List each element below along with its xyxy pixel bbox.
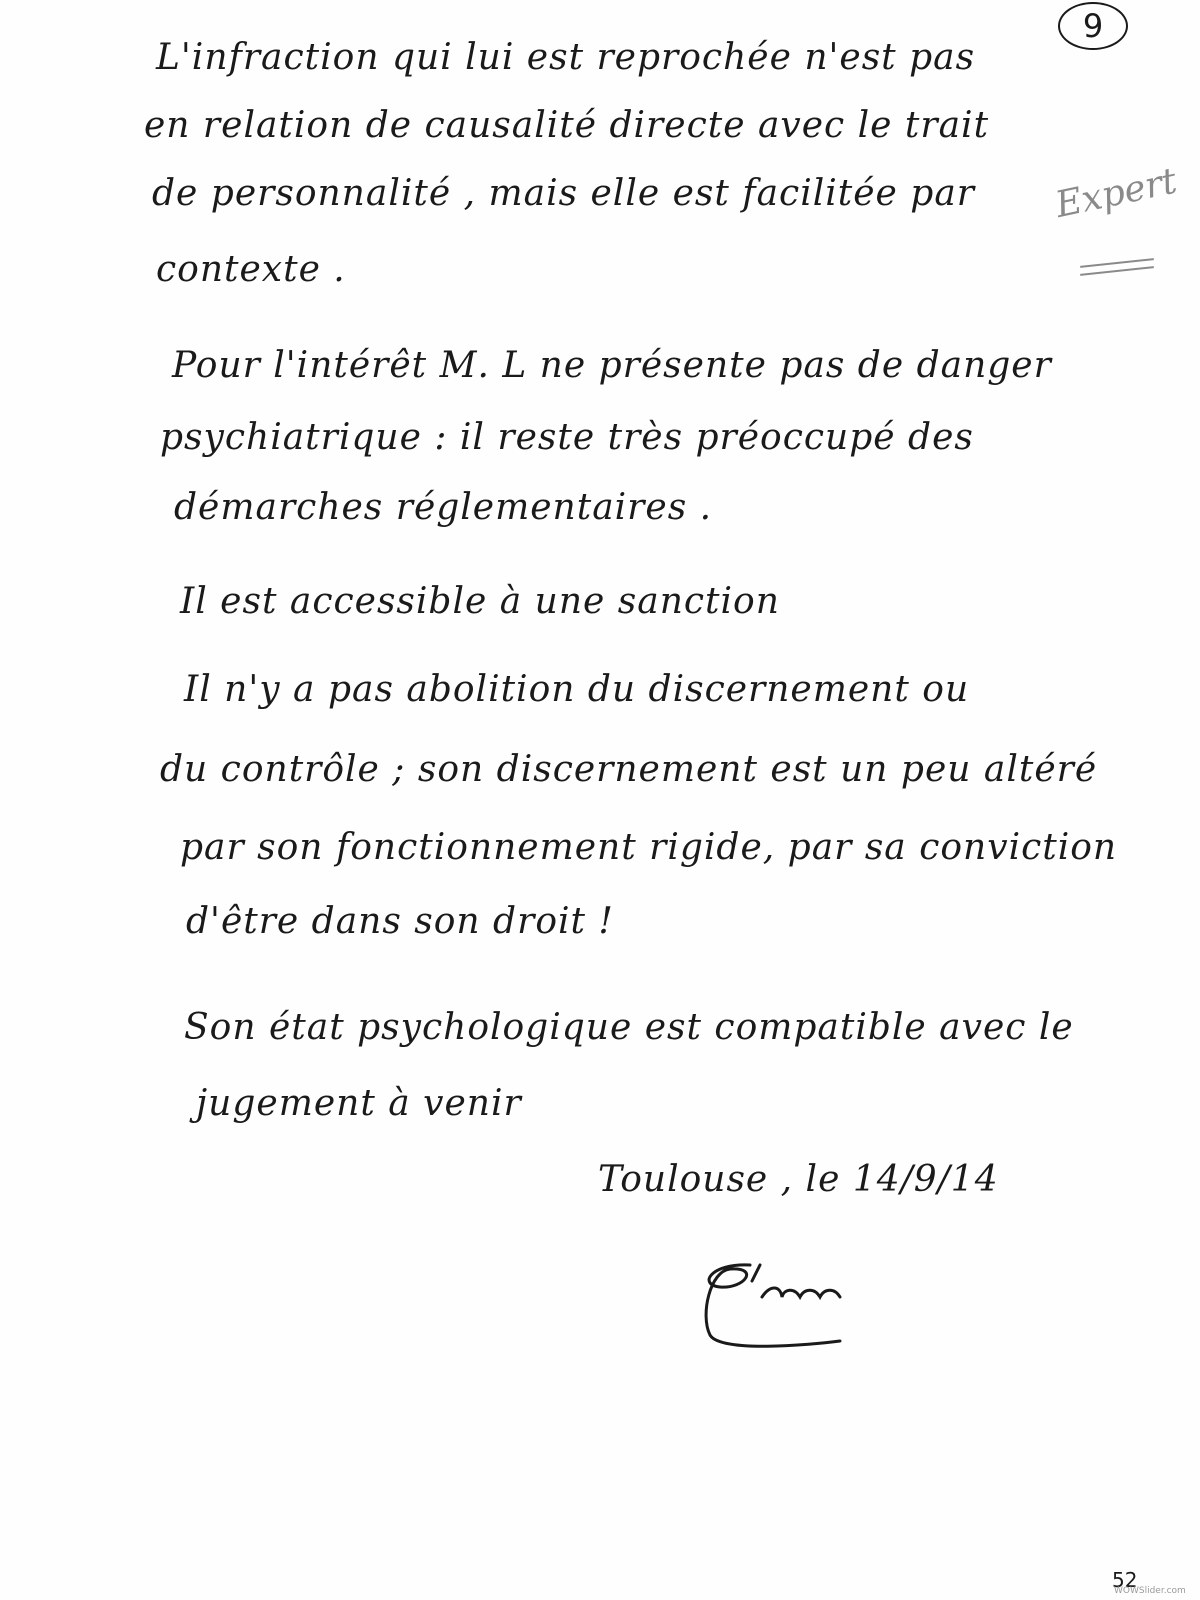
text-line: L'infraction qui lui est reprochée n'est pas <box>156 37 976 78</box>
margin-note-underline <box>1080 262 1154 263</box>
text-line: par son fonctionnement rigide, par sa conviction <box>180 827 1118 868</box>
page-number <box>1058 2 1128 50</box>
text-line: psychiatrique : il reste très préoccupé des <box>160 417 974 458</box>
footer-mark: 52 <box>1112 1568 1138 1592</box>
text-line: jugement à venir <box>196 1083 522 1124</box>
text-line: démarches réglementaires . <box>174 487 713 528</box>
page-number-text: 9 <box>1082 7 1104 45</box>
text-line: contexte . <box>156 249 346 290</box>
watermark: WOWSlider.com <box>1114 1586 1186 1596</box>
margin-note: Expert <box>1052 160 1181 227</box>
text-line: du contrôle ; son discernement est un peu altéré <box>160 749 1098 790</box>
signature <box>690 1245 880 1355</box>
text-line: Il n'y a pas abolition du discernement ou <box>184 669 970 710</box>
place-date: Toulouse , le 14/9/14 <box>598 1159 999 1200</box>
text-line: d'être dans son droit ! <box>186 901 614 942</box>
text-line: Pour l'intérêt M. L ne présente pas de danger <box>172 345 1052 386</box>
text-line: de personnalité , mais elle est facilitée par <box>152 173 975 214</box>
text-line: en relation de causalité directe avec le trait <box>144 105 990 146</box>
text-line: Il est accessible à une sanction <box>180 581 780 622</box>
text-line: Son état psychologique est compatible avec le <box>184 1007 1074 1048</box>
